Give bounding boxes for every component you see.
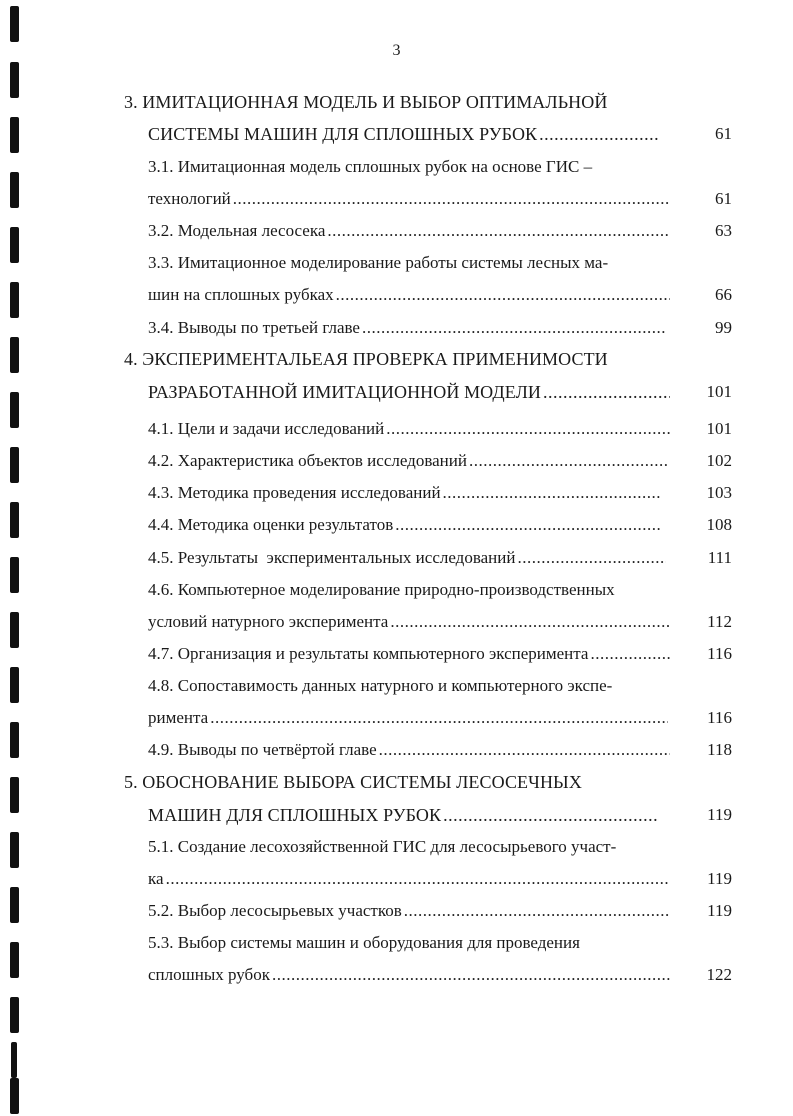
toc-entry-text: ка (148, 869, 164, 888)
toc-section-5-3-cont (148, 963, 670, 987)
toc-section-4-1 (148, 417, 670, 441)
toc-entry-text: СИСТЕМЫ МАШИН ДЛЯ СПЛОШНЫХ РУБОК (148, 124, 538, 144)
toc-entry-text: 4. ЭКСПЕРИМЕНТАЛЬЕАЯ ПРОВЕРКА ПРИМЕНИМОСТИ (124, 349, 608, 369)
toc-section-4-7 (148, 642, 670, 666)
leader-dots (390, 610, 670, 634)
toc-entry-text: 4.6. Компьютерное моделирование природно-производственных (148, 580, 615, 599)
toc-section-5-1 (148, 835, 616, 859)
toc-page-number: 61 (715, 124, 732, 143)
toc-entry-text: РАЗРАБОТАННОЙ ИМИТАЦИОННОЙ МОДЕЛИ (148, 382, 542, 402)
toc-entry-text: 4.9. Выводы по четвёртой главе (148, 740, 377, 759)
toc-entry-text: 4.5. Результаты экспериментальных исследований (148, 548, 516, 567)
toc-section-3-1-cont (148, 187, 670, 211)
leader-dots (543, 380, 670, 404)
toc-entry-text: 3.3. Имитационное моделирование работы системы лесных ма- (148, 253, 609, 272)
toc-entry-text: 5.3. Выбор системы машин и оборудования для проведения (148, 933, 580, 952)
toc-page-number: 112 (707, 612, 732, 631)
toc-entry-text: МАШИН ДЛЯ СПЛОШНЫХ РУБОК (148, 805, 442, 825)
leader-dots (404, 899, 670, 923)
toc-section-4-8-cont (148, 706, 668, 730)
toc-chapter-5 (124, 770, 582, 794)
toc-section-4-2 (148, 449, 668, 473)
toc-page-number: 99 (715, 318, 732, 337)
toc-section-4-8 (148, 674, 612, 698)
toc-page-number: 103 (706, 483, 732, 502)
leader-dots (443, 481, 662, 505)
toc-page-number: 119 (707, 901, 732, 920)
leader-dots (210, 706, 668, 730)
toc-page-number: 101 (706, 419, 732, 438)
toc-page-number: 111 (707, 548, 732, 567)
toc-entry-text: 4.2. Характеристика объектов исследований (148, 451, 467, 470)
toc-page-number: 119 (707, 869, 732, 888)
toc-section-4-4 (148, 513, 662, 537)
toc-entry-text: римента (148, 708, 209, 727)
toc-section-5-3 (148, 931, 580, 955)
toc-chapter-4-cont (148, 380, 670, 404)
toc-entry-text: 4.3. Методика проведения исследований (148, 483, 441, 502)
leader-dots (362, 316, 666, 340)
leader-dots (166, 867, 670, 891)
toc-page-number: 66 (715, 285, 732, 304)
toc-entry-text: 3. ИМИТАЦИОННАЯ МОДЕЛЬ И ВЫБОР ОПТИМАЛЬНОЙ (124, 92, 608, 112)
toc-entry-text: сплошных рубок (148, 965, 270, 984)
toc-page-number: 122 (706, 965, 732, 984)
leader-dots (443, 803, 658, 827)
leader-dots (539, 122, 660, 146)
toc-section-3-1 (148, 155, 592, 179)
toc-chapter-3 (124, 90, 607, 114)
toc-entry-text: технологий (148, 189, 231, 208)
toc-page-number: 101 (706, 382, 732, 401)
toc-section-3-3-cont (148, 283, 670, 307)
leader-dots (379, 738, 670, 762)
leader-dots (336, 283, 670, 307)
toc-section-5-1-cont (148, 867, 670, 891)
toc-entry-text: шин на сплошных рубках (148, 285, 334, 304)
toc-section-3-3 (148, 251, 608, 275)
toc-entry-text: 5.1. Создание лесохозяйственной ГИС для лесосырьевого участ- (148, 837, 617, 856)
toc-entry-text: условий натурного эксперимента (148, 612, 389, 631)
toc-section-4-6 (148, 578, 615, 602)
toc-entry-text: 3.4. Выводы по третьей главе (148, 318, 360, 337)
leader-dots (395, 513, 662, 537)
leader-dots (517, 546, 666, 570)
toc-chapter-4 (124, 347, 608, 371)
page-number: 3 (392, 42, 401, 59)
toc-section-3-2 (148, 219, 670, 243)
toc-chapter-5-cont (148, 803, 658, 827)
toc-entry-text: 4.8. Сопоставимость данных натурного и компьютерного экспе- (148, 676, 613, 695)
toc-section-3-4 (148, 316, 666, 340)
leader-dots (469, 449, 668, 473)
toc-entry-text: 5.2. Выбор лесосырьевых участков (148, 901, 402, 920)
toc-page-number: 116 (707, 708, 732, 727)
toc-page-number: 116 (707, 644, 732, 663)
toc-entry-text: 3.1. Имитационная модель сплошных рубок на основе ГИС – (148, 157, 593, 176)
toc-section-4-5 (148, 546, 666, 570)
leader-dots (272, 963, 670, 987)
toc-entry-text: 4.1. Цели и задачи исследований (148, 419, 385, 438)
leader-dots (233, 187, 670, 211)
toc-page-number: 63 (715, 221, 732, 240)
toc-page-number: 102 (706, 451, 732, 470)
toc-chapter-3-cont (148, 122, 660, 146)
toc-section-4-6-cont (148, 610, 670, 634)
toc-section-4-9 (148, 738, 670, 762)
toc-page-number: 119 (707, 805, 732, 824)
toc-entry-text: 4.7. Организация и результаты компьютерного эксперимента (148, 644, 589, 663)
toc-section-4-3 (148, 481, 662, 505)
toc-entry-text: 4.4. Методика оценки результатов (148, 515, 394, 534)
toc-entry-text: 5. ОБОСНОВАНИЕ ВЫБОРА СИСТЕМЫ ЛЕСОСЕЧНЫХ (124, 772, 582, 792)
toc-page-number: 108 (706, 515, 732, 534)
toc-page-number: 61 (715, 189, 732, 208)
toc-section-5-2 (148, 899, 670, 923)
leader-dots (327, 219, 670, 243)
leader-dots (590, 642, 670, 666)
toc-page-number: 118 (707, 740, 732, 759)
toc-entry-text: 3.2. Модельная лесосека (148, 221, 326, 240)
leader-dots (386, 417, 670, 441)
